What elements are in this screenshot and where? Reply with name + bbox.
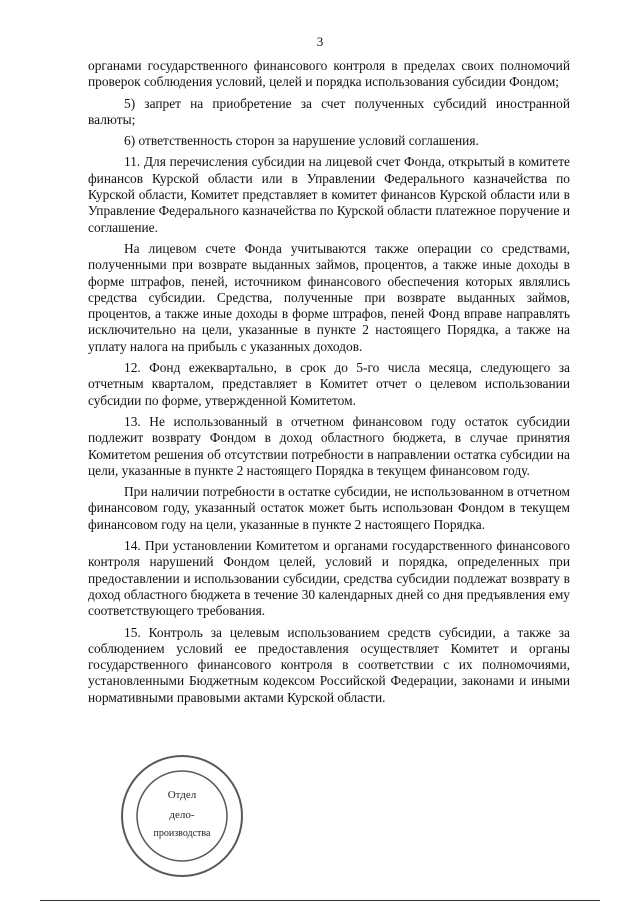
paragraph-8: При наличии потребности в остатке субсидии, не использованном в отчетном финансовом году, указанный остаток может быть использован Фондом в текущем финансовом году на цели, указанные в пункте 2 настоящего Порядка. (88, 484, 570, 532)
paragraph-6: 12. Фонд ежеквартально, в срок до 5-го числа месяца, следующего за отчетным кварталом, представляет в Комитет отчет о целевом использовании субсидии по форме, утвержденной Комитетом. (88, 360, 570, 408)
stamp-line-2: дело- (169, 809, 195, 821)
paragraph-3: 6) ответственность сторон за нарушение условий соглашения. (124, 133, 479, 149)
page-bottom-rule (40, 900, 600, 901)
stamp-line-3: производства (153, 828, 211, 839)
paragraph-2: 5) запрет на приобретение за счет полученных субсидий иностранной валюты; (88, 95, 570, 127)
stamp-seal (118, 752, 246, 880)
stamp-line-1: Отдел (167, 789, 197, 801)
paragraph-1: органами государственного финансового контроля в пределах своих полномочий проверок соблюдения условий, целей и порядка использования субсидии Фондом; (88, 58, 570, 90)
paragraph-5: На лицевом счете Фонда учитываются также операции со средствами, полученными при возврате выданных займов, процентов, а также иные доходы в форме штрафов, пеней, источником финансового обеспечения которых являлись средства субсидии. Средства, полученные при возврате выданных займов, процентов, а также иные доходы в форме штрафов, пеней Фонд вправе направлять исключительно на цели, указанные в пункте 2 настоящего Порядка, а также на уплату налога на прибыль с указанных доходов. (88, 240, 570, 354)
paragraph-4: 11. Для перечисления субсидии на лицевой счет Фонда, открытый в комитете финансов Курской области или в Управлении Федерального казначейства по Курской области, Комитет представляет в комитет финансов Курской области или в Управление Федерального казначейства по Курской области платежное поручение и соглашение. (88, 154, 570, 235)
paragraph-7: 13. Не использованный в отчетном финансовом году остаток субсидии подлежит возврату Фондом в доход областного бюджета, в случае принятия Комитетом решения об отсутствии потребности в направлении остатка субсидии на цели, указанные в пункте 2 настоящего Порядка в текущем финансовом году. (88, 413, 570, 478)
paragraph-9: 14. При установлении Комитетом и органами государственного финансового контроля нарушений Фондом целей, условий и порядка, определенных при предоставлении и использовании субсидии, средства субсидии подлежат возврату в доход областного бюджета в течение 30 календарных дней со дня предъявления ему соответствующего требования. (88, 538, 570, 619)
paragraph-10: 15. Контроль за целевым использованием средств субсидии, а также за соблюдением условий ее предоставления осуществляет Комитет и органы государственного финансового контроля в соответствии с их полномочиями, установленными Бюджетным кодексом Российской Федерации, законами и иными нормативными правовыми актами Курской области. (88, 624, 570, 705)
office-stamp (118, 752, 246, 880)
page-number: 3 (316, 34, 324, 49)
document-body (88, 58, 570, 706)
